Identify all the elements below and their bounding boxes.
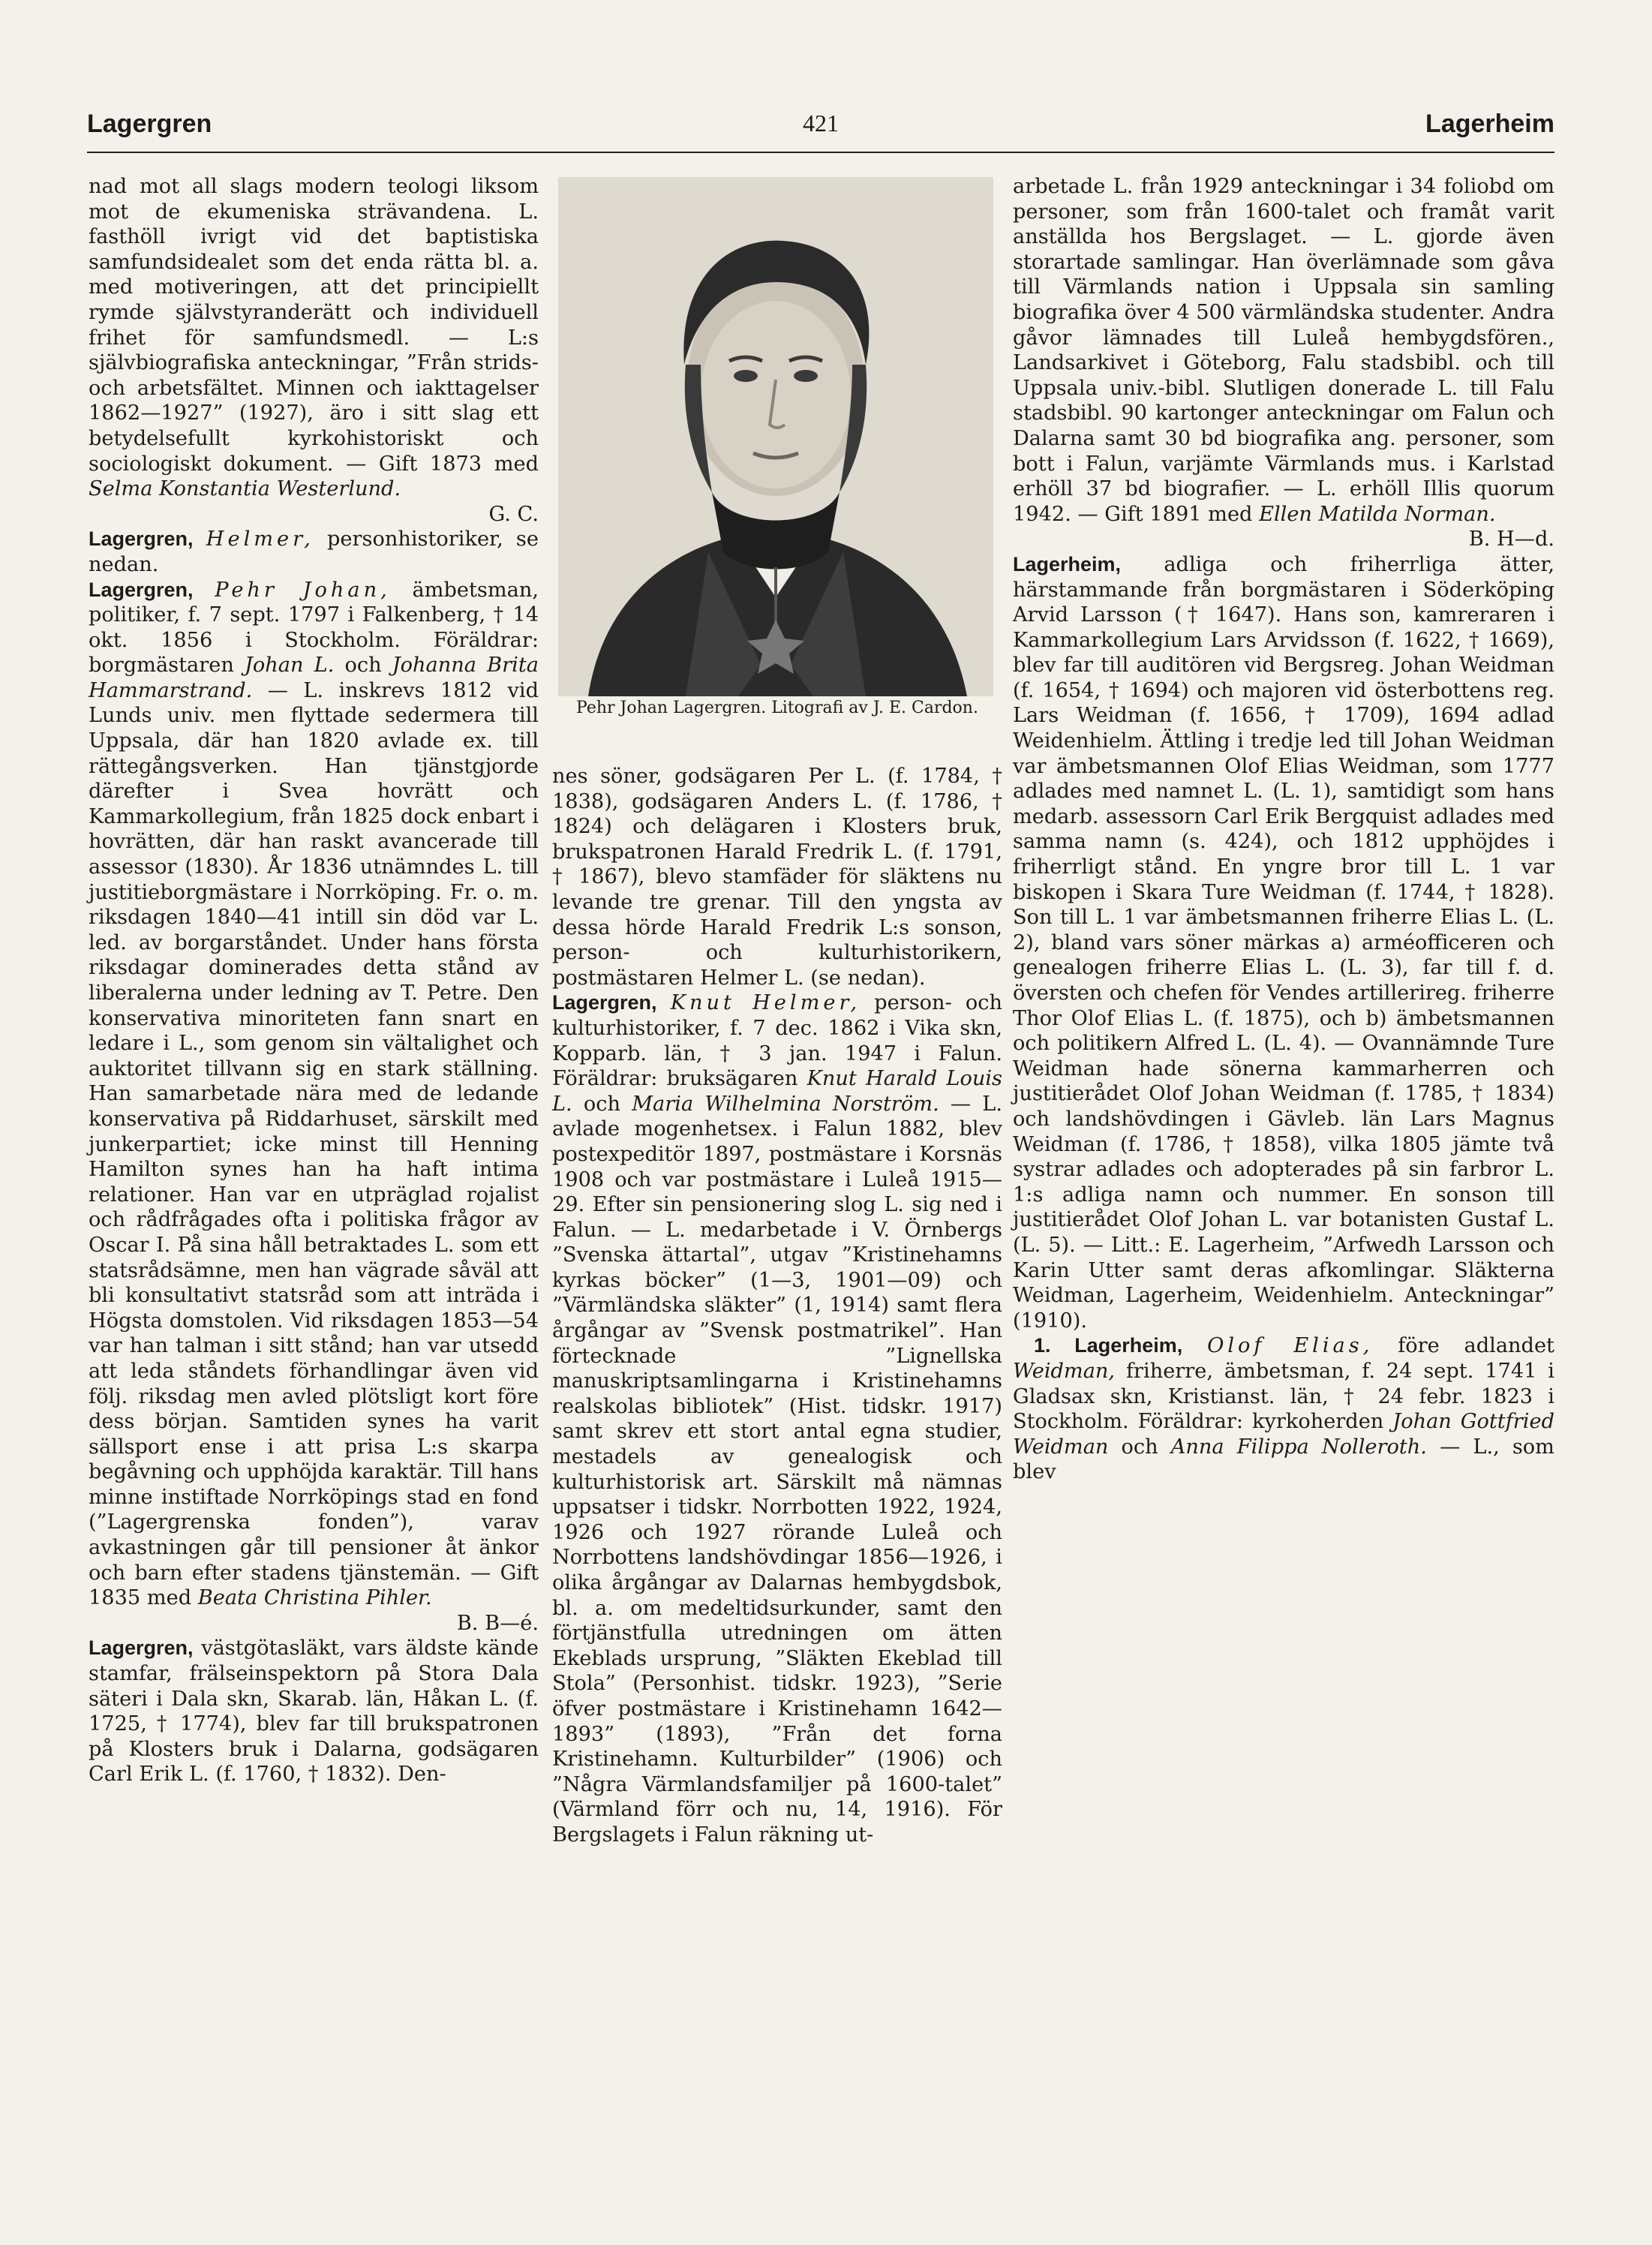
author-signature: B. H—d. bbox=[1468, 527, 1554, 551]
header-right-keyword: Lagerheim bbox=[1425, 110, 1554, 138]
author-signature: B. B—é. bbox=[456, 1611, 539, 1635]
running-header bbox=[87, 110, 1554, 153]
author-signature: G. C. bbox=[488, 502, 539, 526]
entry-lagergren-family: Lagergren, västgötasläkt, vars äldste kände stamfar, frälseinspektorn på Stora Dala säteri i Dala skn, Skarab. län, Håkan L. (f. 1725, † 1774), blev far till brukspatronen på Klosters bruk i Dalarna, godsägaren Carl Erik L. (f. 1760, † 1832). Den- bbox=[89, 1636, 539, 1787]
portrait-caption: Pehr Johan Lagergren. Litografi av J. E. Cardon. bbox=[576, 699, 978, 717]
column-2 bbox=[552, 764, 1002, 1848]
entry-lagergren-pehr-johan: Lagergren, Pehr Johan, ämbetsman, politiker, f. 7 sept. 1797 i Falkenberg, † 14 okt. 1856 i Stockholm. Föräldrar: borgmästaren Johan L. och Johanna Brita Hammarstrand. — L. inskrevs 1812 vid Lunds univ. men flyttade sedermera till Uppsala, där han 1820 avlade ex. till rättegångsverken. Han tjänstgjorde därefter i Svea hovrätt och Kammarkollegium, från 1825 dock enbart i hovrätten, där han raskt avancerade till assessor (1830). År 1836 utnämndes L. till justitieborgmästare i Norrköping. Fr. o. m. riksdagen 1840—41 intill sin död var L. led. av borgarståndet. Under hans första riksdagar dominerades detta stånd av liberalerna under ledning av T. Petre. Den konservativa minoriteten fann snart en ledare i L., som genom sin vältalighet och auktoritet tillvann sig en stark ställning. Han samarbetade nära med de ledande konservativa på Riddarhuset, särskilt med junkerpartiet; icke minst till Henning Hamilton synes han ha haft intima relationer. Han var en utpräglad rojalist och rådfrågades ofta i politiska frågor av Oscar I. På sina håll betraktades L. som ett statsrådsämne, men han vägrade såväl att bli konsultativt statsråd som att inträda i Högsta domstolen. Vid riksdagen 1853—54 var han talman i sitt stånd; han var utsedd att leda ståndets förhandlingar även vid följ. riksdag men avled plötsligt kort före dess början. Samtiden synes ha varit sällsport ense i att prisa L:s skarpa begåvning och upphöjda karaktär. Till hans minne instiftade Norrköpings stad en fond (”Lagergrenska fonden”), varav avkastningen går till pensioner åt änkor och barn efter stadens tjänstemän. — Gift 1835 med Beata Christina Pihler. B. B—é. bbox=[89, 578, 539, 1635]
portrait-lithograph bbox=[558, 177, 993, 696]
entry-lagergren-knut-helmer: Lagergren, Knut Helmer, person- och kulturhistoriker, f. 7 dec. 1862 i Vika skn, Kopparb. län, † 3 jan. 1947 i Falun. Föräldrar: bruksägaren Knut Harald Louis L. och Maria Wilhelmina Norström. — L. avlade mogenhetsex. i Falun 1882, blev postexpeditör 1897, postmästare i Korsnäs 1908 och var postmästare i Luleå 1915—29. Efter sin pensionering slog L. sig ned i Falun. — L. medarbetade i V. Örnbergs ”Svenska ättartal”, utgav ”Kristinehamns kyrkas böcker” (1—3, 1901—09) och ”Värmländska släkter” (1, 1914) samt flera årgångar av ”Svensk postmatrikel”. Han förtecknade ”Lignellska manuskriptsamlingarna i Kristinehamns realskolas bibliotek” (Hist. tidskr. 1917) samt skrev ett stort antal egna studier, mestadels av genealogisk och kulturhistorisk art. Särskilt må nämnas uppsatser i tidskr. Norrbotten 1922, 1924, 1926 och 1927 rörande Luleå och Norrbottens landshövdingar 1856—1926, i olika årgångar av Dalarnas hembygdsbok, bl. a. om medeltidsurkunder, samt den förtjänstfulla utredningen om ätten Ekeblads ursprung, ”Släkten Ekeblad till Stola” (Personhist. tidskr. 1923), ”Serie öfver postmästare i Kristinehamn 1642—1893” (1893), ”Från det forna Kristinehamn. Kulturbilder” (1906) och ”Några Värmlandsfamiljer på 1600-talet” (Värmland förr och nu, 14, 1916). För Bergslagets i Falun räkning ut- bbox=[552, 991, 1002, 1847]
column-1 bbox=[89, 174, 539, 1787]
entry-lagerheim-family: Lagerheim, adliga och friherrliga ätter, härstammande från borgmästaren i Söderköping Arvid Larsson († 1647). Hans son, kamreraren i Kammarkollegium Lars Arvidsson (f. 1622, † 1669), blev far till auditören vid Bergsreg. Johan Weidman (f. 1654, † 1694) och majoren vid österbottens reg. Lars Weidman (f. 1656, † 1709), 1694 adlad Weidenhielm. Ättling i tredje led till Johan Weidman var ämbetsmannen Olof Elias Weidman, som 1777 adlades med namnet L. (L. 1), samtidigt som hans medarb. assessorn Carl Erik Bergquist adlades med samma namn (s. 424), och 1812 upphöjdes i friherrligt stånd. En yngre bror till L. 1 var biskopen i Skara Ture Weidman (f. 1744, † 1828). Son till L. 1 var ämbetsmannen friherre Elias L. (L. 2), bland vars söner märkas a) arméofficeren och genealogen friherre Elias L. (L. 3), far till f. d. översten och chefen för Vendes artillerireg. friherre Thor Olof Elias L. (f. 1875), och b) ämbetsmannen och politikern Alfred L. (L. 4). — Ovannämnde Ture Weidman hade sönerna kammarherren och justitierådet Olof Johan Weidman (f. 1785, † 1834) och landshövdingen i Gävleb. län Lars Magnus Weidman (f. 1786, † 1858), vilka 1805 jämte två systrar adlades och adopterades på sin farbror L. 1:s adliga namn och nummer. En sonson till justitierådet Olof Johan L. var botanisten Gustaf L. (L. 5). — Litt.: E. Lagerheim, ”Arfwedh Larsson och Karin Utter samt deras afkomlingar. Släkterna Weidman, Lagerheim, Weidenhielm. Anteckningar” (1910). bbox=[1013, 552, 1554, 1333]
portrait-icon bbox=[558, 177, 993, 696]
entry-continuation: nes söner, godsägaren Per L. (f. 1784, † 1838), godsägaren Anders L. (f. 1786, † 1824) och delägaren i Klosters bruk, brukspatronen Harald Fredrik L. (f. 1791, † 1867), blevo stamfäder för släktens nu levande tre grenar. Till den yngsta av dessa hörde Harald Fredrik L:s sonson, person- och kulturhistorikern, postmästaren Helmer L. (se nedan). bbox=[552, 765, 1002, 990]
column-3 bbox=[1013, 174, 1554, 1485]
entry-continuation: arbetade L. från 1929 anteckningar i 34 foliobd om personer, som från 1600-talet och framåt varit anställda hos Bergslaget. — L. gjorde även storartade samlingar. Han överlämnade som gåva till Värmlands nation i Uppsala sin samling biografika över 4 500 värmländska studenter. Andra gåvor lämnades till Luleå hembygdsfören., Landsarkivet i Göteborg, Falu stadsbibl. och till Uppsala univ.-bibl. Slutligen donerade L. till Falu stadsbibl. 90 kartonger anteckningar om Falun och Dalarna samt 30 bd biografika ang. personer, som bott i Falun, varjämte Värmlands mus. i Karlstad erhöll 37 bd biografier. — L. erhöll Illis quorum 1942. — Gift 1891 med Ellen Matilda Norman. B. H—d. bbox=[1013, 175, 1554, 551]
page-number: 421 bbox=[803, 110, 839, 137]
entry-lagerheim-olof-elias: 1. Lagerheim, Olof Elias, före adlandet Weidman, friherre, ämbetsman, f. 24 sept. 1741 i Gladsax skn, Kristianst. län, † 24 febr. 1823 i Stockholm. Föräldrar: kyrkoherden Johan Gottfried Weidman och Anna Filippa Nolleroth. — L., som blev bbox=[1013, 1334, 1554, 1484]
header-left-keyword: Lagergren bbox=[87, 110, 212, 138]
entry-lagergren-helmer-ref: Lagergren, Helmer, personhistoriker, se nedan. bbox=[89, 527, 539, 576]
entry-continuation: nad mot all slags modern teologi liksom mot de ekumeniska strävandena. L. fasthöll ivrigt vid det baptistiska samfundsidealet som det enda rätta bl. a. med motiveringen, att det principiellt rymde självstyranderätt och individuell frihet för samfundsmedl. — L:s självbiografiska anteckningar, ”Från strids- och arbetsfältet. Minnen och iakttagelser 1862—1927” (1927), äro i sitt slag ett betydelsefullt kyrkohistoriskt och sociologiskt dokument. — Gift 1873 med Selma Konstantia Westerlund. G. C. bbox=[89, 175, 539, 526]
